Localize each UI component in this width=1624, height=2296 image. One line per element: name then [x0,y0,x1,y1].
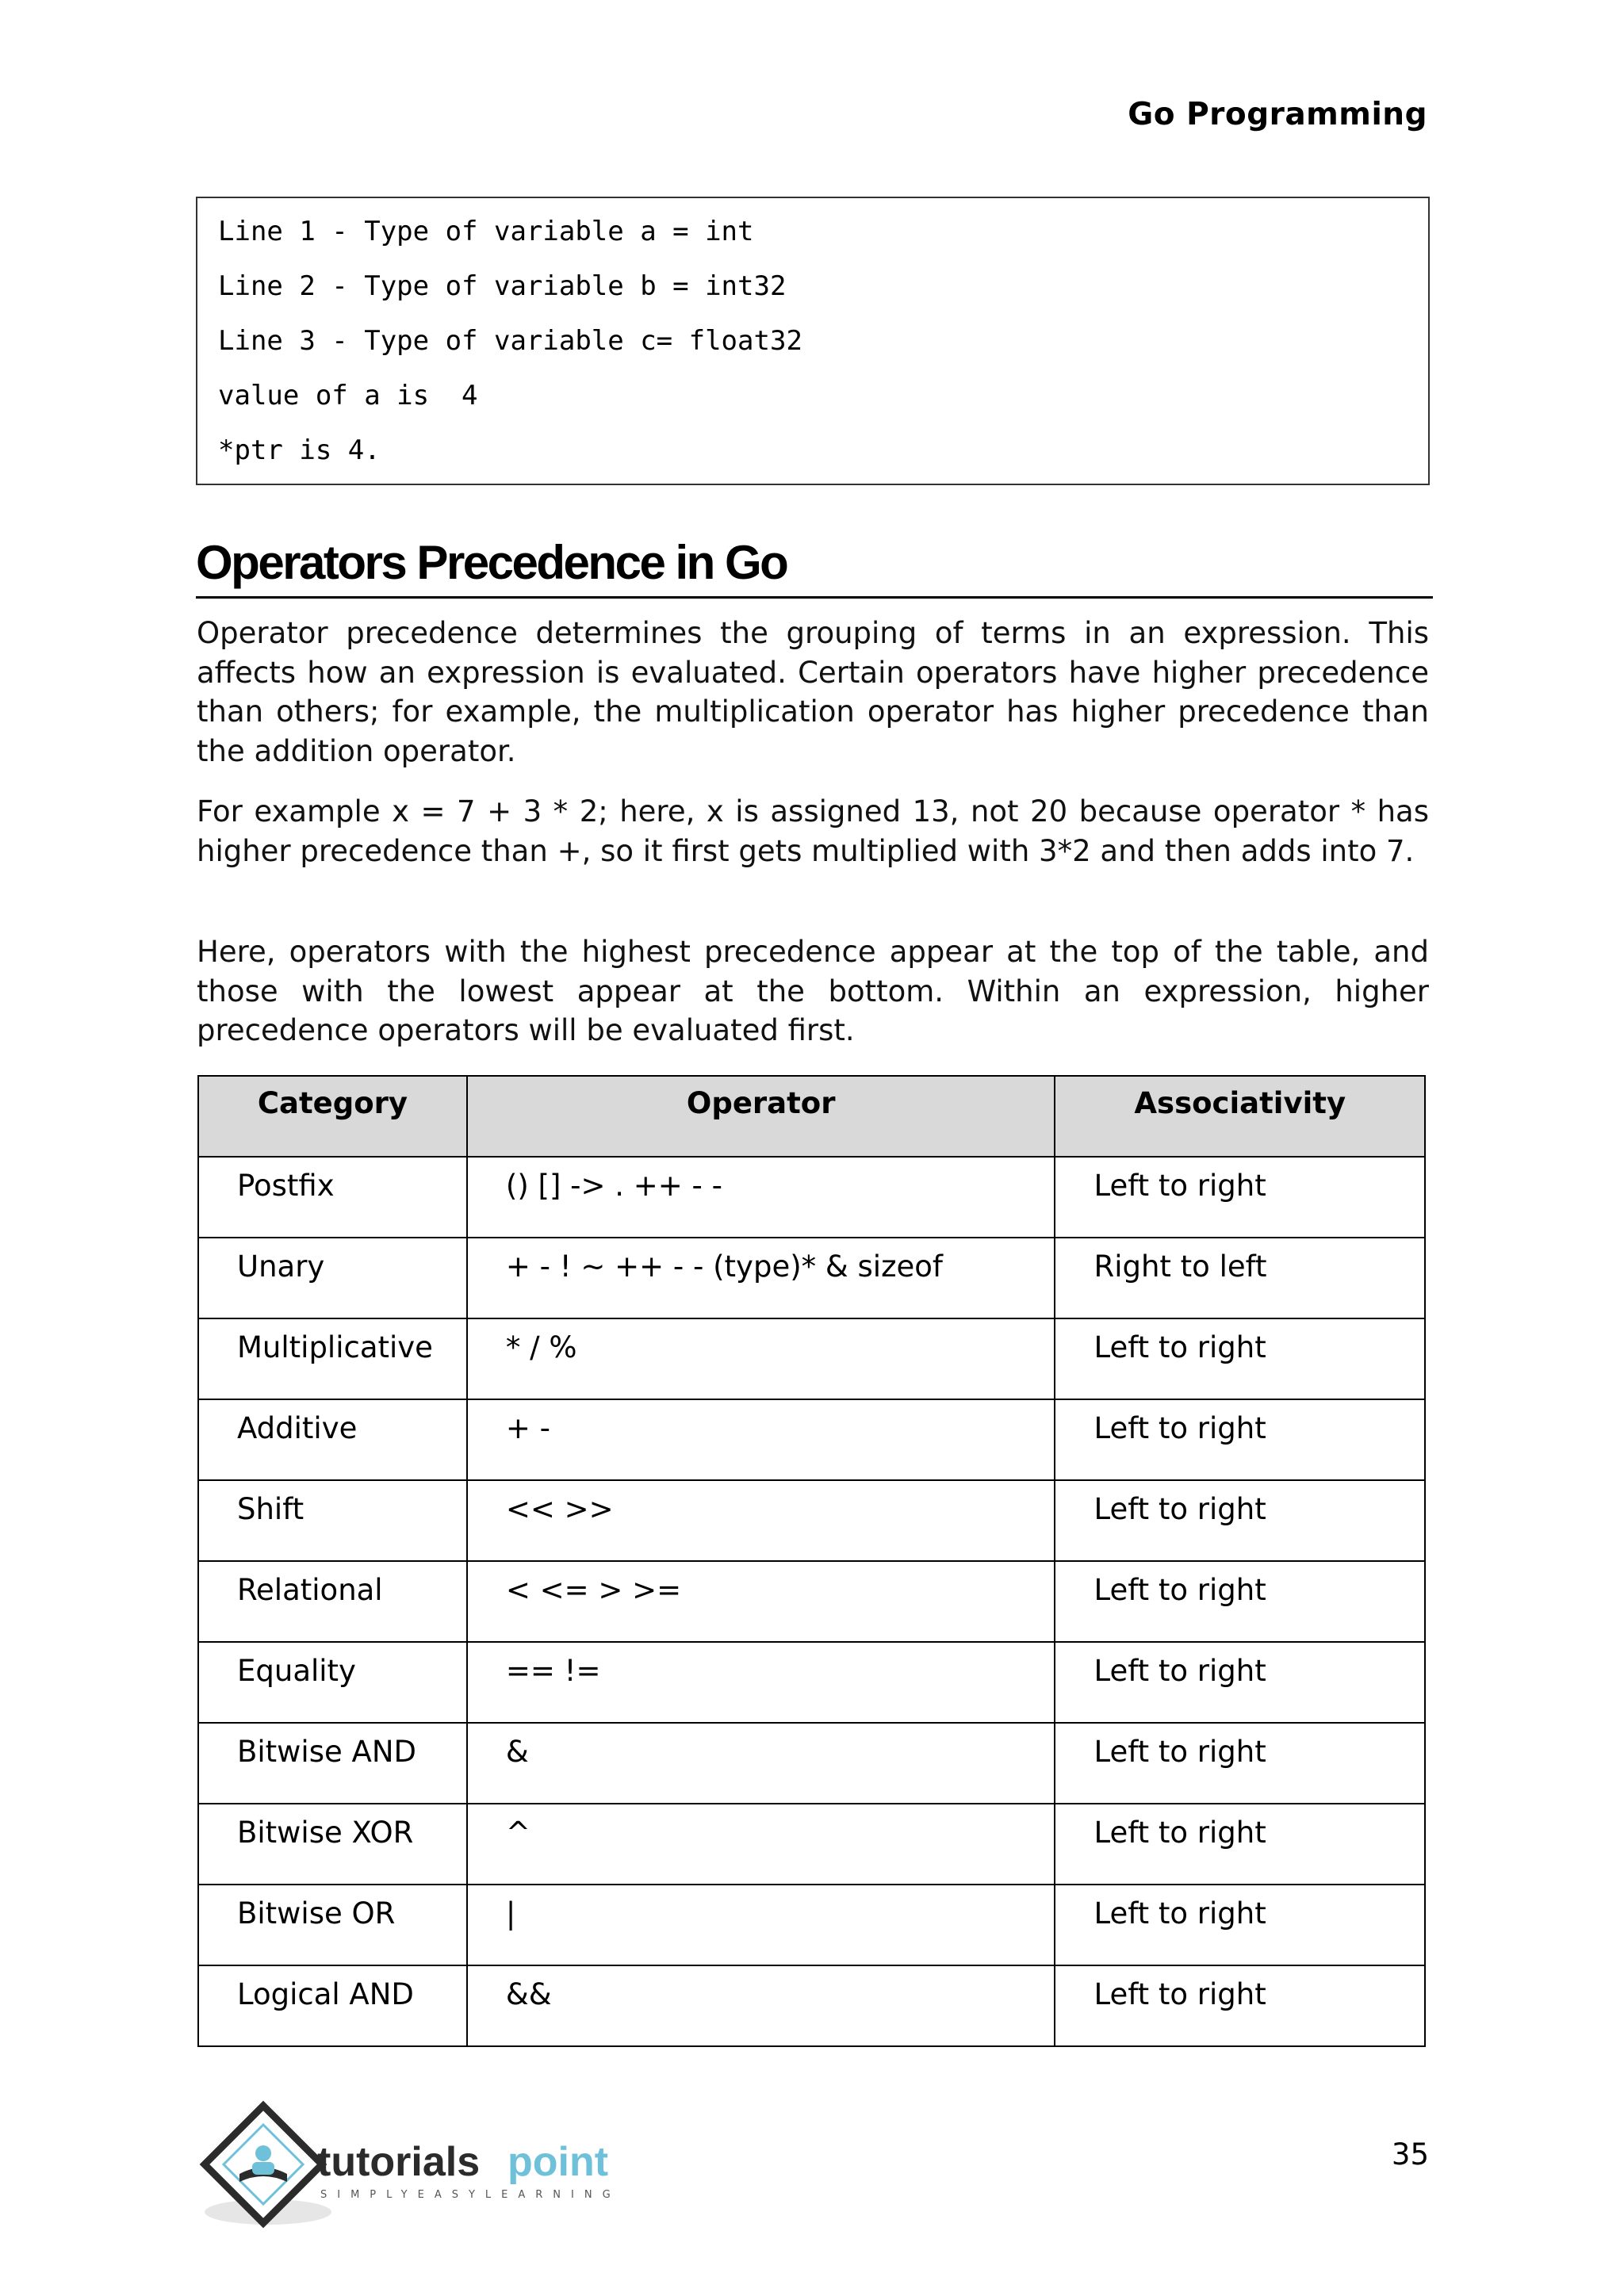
cell-category: Additive [198,1399,467,1480]
cell-associativity: Left to right [1055,1642,1425,1723]
table-header-row [198,1076,1425,1157]
section-heading: Operators Precedence in Go [196,533,1433,599]
cell-category: Postfix [198,1157,467,1238]
cell-category: Bitwise AND [198,1723,467,1804]
table-row [198,1318,1425,1399]
cell-operator: < <= > >= [467,1561,1055,1642]
column-header-operator: Operator [467,1076,1055,1157]
code-line: Line 1 - Type of variable a = int [218,216,754,247]
cell-associativity: Left to right [1055,1804,1425,1885]
cell-operator: + - ! ~ ++ - - (type)* & sizeof [467,1238,1055,1318]
tutorialspoint-logo [195,2096,639,2229]
reader-head-icon [255,2145,271,2161]
page-number: 35 [1391,2137,1429,2172]
running-header: Go Programming [1128,97,1427,132]
cell-associativity: Left to right [1055,1480,1425,1561]
cell-category: Equality [198,1642,467,1723]
cell-associativity: Left to right [1055,1157,1425,1238]
paragraph: Here, operators with the highest precedence appear at the top of the table, and those with the lowest appear at the bottom. Within an expression, higher precedence operators will be evaluated first. [197,935,1429,1047]
logo-word-tutorials: tutorials [317,2139,481,2185]
table-row [198,1399,1425,1480]
cell-operator: () [] -> . ++ - - [467,1157,1055,1238]
reader-body-icon [252,2162,274,2175]
cell-associativity: Left to right [1055,1318,1425,1399]
code-line: Line 2 - Type of variable b = int32 [218,270,787,302]
cell-associativity: Left to right [1055,1965,1425,2046]
cell-operator: * / % [467,1318,1055,1399]
cell-operator: << >> [467,1480,1055,1561]
table-row [198,1480,1425,1561]
table-row [198,1157,1425,1238]
cell-category: Unary [198,1238,467,1318]
table-row [198,1561,1425,1642]
table-row [198,1642,1425,1723]
cell-associativity: Left to right [1055,1399,1425,1480]
cell-category: Logical AND [198,1965,467,2046]
cell-category: Relational [198,1561,467,1642]
code-line: *ptr is 4. [218,434,381,466]
column-header-category: Category [198,1076,467,1157]
code-line: value of a is 4 [218,380,478,411]
cell-operator: == != [467,1642,1055,1723]
column-header-associativity: Associativity [1055,1076,1425,1157]
paragraph: Operator precedence determines the grouping of terms in an expression. This affects how an expression is evaluated. Certain operators have higher precedence than others; for example, the multiplication operator has higher precedence than the addition operator. [197,616,1429,768]
code-output-box [196,197,1430,485]
cell-operator: | [467,1885,1055,1965]
cell-associativity: Left to right [1055,1723,1425,1804]
cell-operator: ^ [467,1804,1055,1885]
table-row [198,1723,1425,1804]
table-row [198,1965,1425,2046]
precedence-table [197,1075,1426,2047]
cell-operator: + - [467,1399,1055,1480]
cell-operator: & [467,1723,1055,1804]
cell-operator: && [467,1965,1055,2046]
cell-category: Bitwise OR [198,1885,467,1965]
code-line: Line 3 - Type of variable c= float32 [218,325,802,357]
cell-category: Multiplicative [198,1318,467,1399]
cell-category: Bitwise XOR [198,1804,467,1885]
logo-word-point: point [508,2139,609,2185]
table-row [198,1804,1425,1885]
cell-associativity: Left to right [1055,1561,1425,1642]
table-row [198,1885,1425,1965]
table-row [198,1238,1425,1318]
logo-tagline: SIMPLYEASYLEARNING [320,2189,621,2201]
cell-associativity: Left to right [1055,1885,1425,1965]
cell-associativity: Right to left [1055,1238,1425,1318]
paragraph: For example x = 7 + 3 * 2; here, x is assigned 13, not 20 because operator * has higher precedence than +, so it first gets multiplied with 3*2 and then adds into 7. [197,794,1429,868]
cell-category: Shift [198,1480,467,1561]
